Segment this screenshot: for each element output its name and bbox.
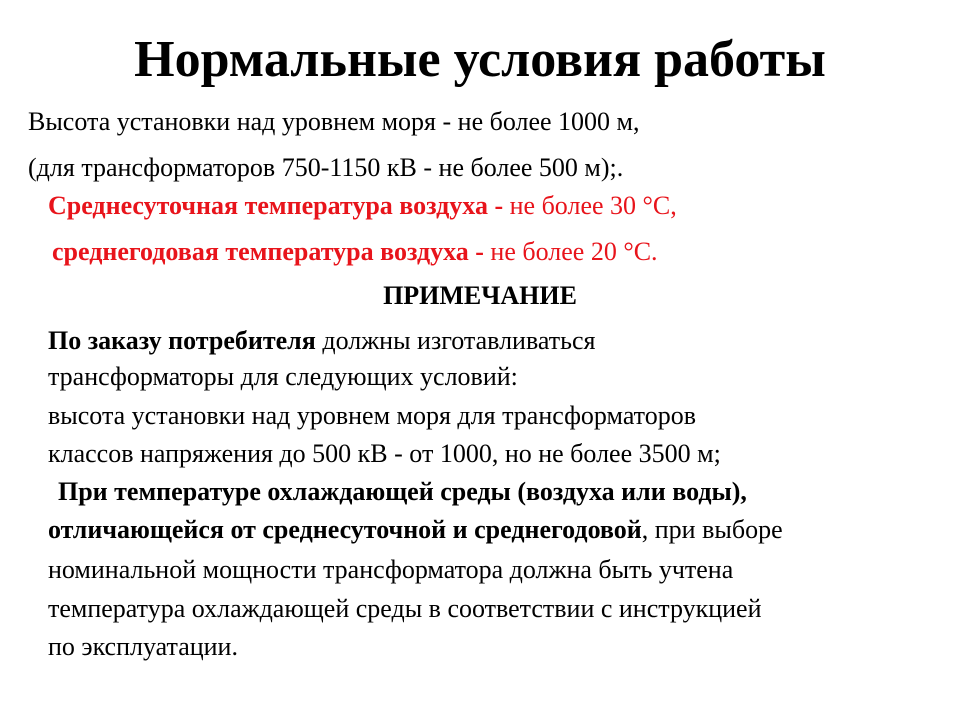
note-para2-line4: температура охлаждающей среды в соответствии с инструкцией <box>48 594 762 623</box>
note-para1-line3: высота установки над уровнем моря для трансформаторов <box>48 401 696 430</box>
slide-title: Нормальные условия работы <box>134 31 826 88</box>
note-para1-bold: По заказу потребителя <box>48 326 316 355</box>
note-para2-line1: При температуре охлаждающей среды (воздуха или воды), <box>58 477 747 506</box>
note-para2-line3: номинальной мощности трансформатора должна быть учтена <box>48 555 734 584</box>
yearly-temperature-label: среднегодовая температура воздуха - <box>52 237 491 266</box>
note-para2-line2 <box>48 512 783 548</box>
note-para1-line1 <box>48 323 595 359</box>
daily-temperature-line <box>48 188 677 224</box>
altitude-high-voltage-line: (для трансформаторов 750-1150 кВ - не более 500 м);. <box>28 153 624 182</box>
note-heading: ПРИМЕЧАНИЕ <box>383 281 577 310</box>
note-para1-line4: классов напряжения до 500 кВ - от 1000, но не более 3500 м; <box>48 439 721 468</box>
note-para2-bold: отличающейся от среднесуточной и среднегодовой <box>48 515 642 544</box>
yearly-temperature-line <box>52 234 658 270</box>
daily-temperature-label: Среднесуточная температура воздуха - <box>48 191 510 220</box>
note-para2-normal: , при выборе <box>641 515 783 544</box>
note-para1-line2 <box>48 359 518 395</box>
note-para1-normal: должны изготавливаться <box>315 326 596 355</box>
altitude-line: Высота установки над уровнем моря - не более 1000 м, <box>28 107 640 136</box>
yearly-temperature-value: не более 20 °С. <box>490 237 658 266</box>
daily-temperature-value: не более 30 °С, <box>509 191 677 220</box>
note-para1-normal-cont: трансформаторы для следующих условий: <box>48 362 518 391</box>
note-para2-line5: по эксплуатации. <box>48 632 238 661</box>
